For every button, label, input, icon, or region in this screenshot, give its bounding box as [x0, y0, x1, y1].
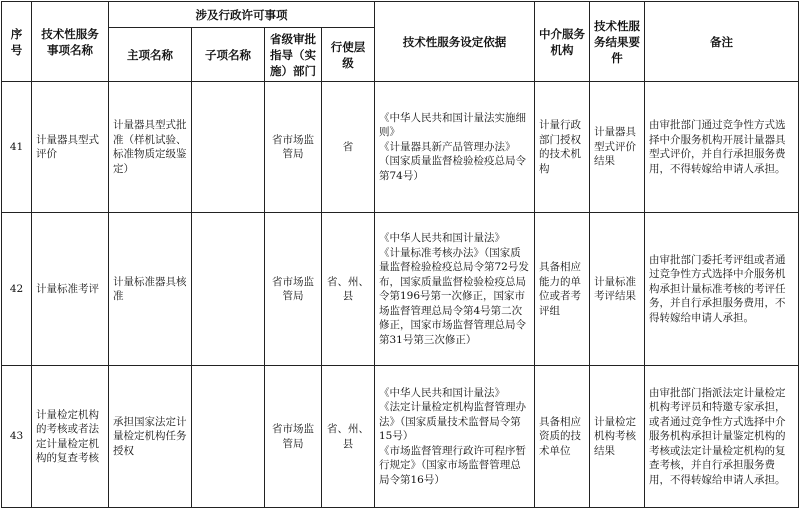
cell-seq: 41 — [2, 82, 32, 213]
header-main-item: 主项名称 — [109, 28, 192, 82]
cell-basis: 《中华人民共和国计量法实施细则》 《计量器具新产品管理办法》（国家质量监督检验检疫总局令第74号） — [375, 82, 535, 213]
cell-dept: 省市场监管局 — [265, 366, 322, 508]
cell-result: 计量标准考评结果 — [590, 213, 645, 366]
cell-seq: 42 — [2, 213, 32, 366]
cell-service-name: 计量标准考评 — [32, 213, 109, 366]
cell-level: 省、州、县 — [322, 366, 375, 508]
cell-basis: 《中华人民共和国计量法》 《法定计量检定机构监督管理办法》（国家质量技术监督局令第15号） 《市场监督管理行政许可程序暂行规定》（国家市场监督管理总局令第16号） — [375, 366, 535, 508]
header-dept: 省级审批指导（实施）部门 — [265, 28, 322, 82]
cell-level: 省 — [322, 82, 375, 213]
cell-remark: 由审批部门委托考评组或者通过竞争性方式选择中介服务机构承担计量标准考核的考评任务，并自行承担服务费用，不得转嫁给申请人承担。 — [645, 213, 799, 366]
header-service-name: 技术性服务事项名称 — [32, 2, 109, 82]
header-level: 行使层级 — [322, 28, 375, 82]
cell-main-item: 计量器具型式批准（样机试验、标准物质定级鉴定） — [109, 82, 192, 213]
header-agency: 中介服务机构 — [535, 2, 590, 82]
cell-sub-item — [192, 213, 265, 366]
header-remark: 备注 — [645, 2, 799, 82]
cell-basis: 《中华人民共和国计量法》 《计量标准考核办法》（国家质量监督检验检疫总局令第72号发布，国家质量监督检验检疫总局令第196号第一次修正，国家市场监督管理总局令第4号第二次修正，国家市场监督管理总局令第31号第三次修正） — [375, 213, 535, 366]
cell-seq: 43 — [2, 366, 32, 508]
cell-result: 计量检定机构考核结果 — [590, 366, 645, 508]
cell-result: 计量器具型式评价结果 — [590, 82, 645, 213]
header-row-1 — [2, 2, 799, 28]
cell-sub-item — [192, 82, 265, 213]
cell-remark: 由审批部门通过竞争性方式选择中介服务机构开展计量器具型式评价，并自行承担服务费用，不得转嫁给申请人承担。 — [645, 82, 799, 213]
header-sub-item: 子项名称 — [192, 28, 265, 82]
cell-agency: 计量行政部门授权的技术机构 — [535, 82, 590, 213]
cell-dept: 省市场监管局 — [265, 213, 322, 366]
cell-main-item: 计量标准器具核准 — [109, 213, 192, 366]
cell-remark: 由审批部门指派法定计量检定机构考评员和特邀专家承担，或者通过竞争性方式选择中介服务机构承担计量鉴定机构的考核或法定计量检定机构的复查考核，并自行承担服务费用，不得转嫁给申请人承担。 — [645, 366, 799, 508]
header-admin-group: 涉及行政许可事项 — [109, 2, 375, 28]
table-row — [2, 366, 799, 508]
cell-sub-item — [192, 366, 265, 508]
cell-agency: 具备相应资质的技术单位 — [535, 366, 590, 508]
cell-dept: 省市场监管局 — [265, 82, 322, 213]
cell-agency: 具备相应能力的单位或者考评组 — [535, 213, 590, 366]
service-items-table — [1, 1, 799, 508]
header-result: 技术性服务结果要件 — [590, 2, 645, 82]
table-row — [2, 213, 799, 366]
cell-service-name: 计量器具型式评价 — [32, 82, 109, 213]
table-row — [2, 82, 799, 213]
cell-main-item: 承担国家法定计量检定机构任务授权 — [109, 366, 192, 508]
header-seq: 序号 — [2, 2, 32, 82]
cell-service-name: 计量检定机构的考核或者法定计量检定机构的复查考核 — [32, 366, 109, 508]
cell-level: 省、州、县 — [322, 213, 375, 366]
header-basis: 技术性服务设定依据 — [375, 2, 535, 82]
